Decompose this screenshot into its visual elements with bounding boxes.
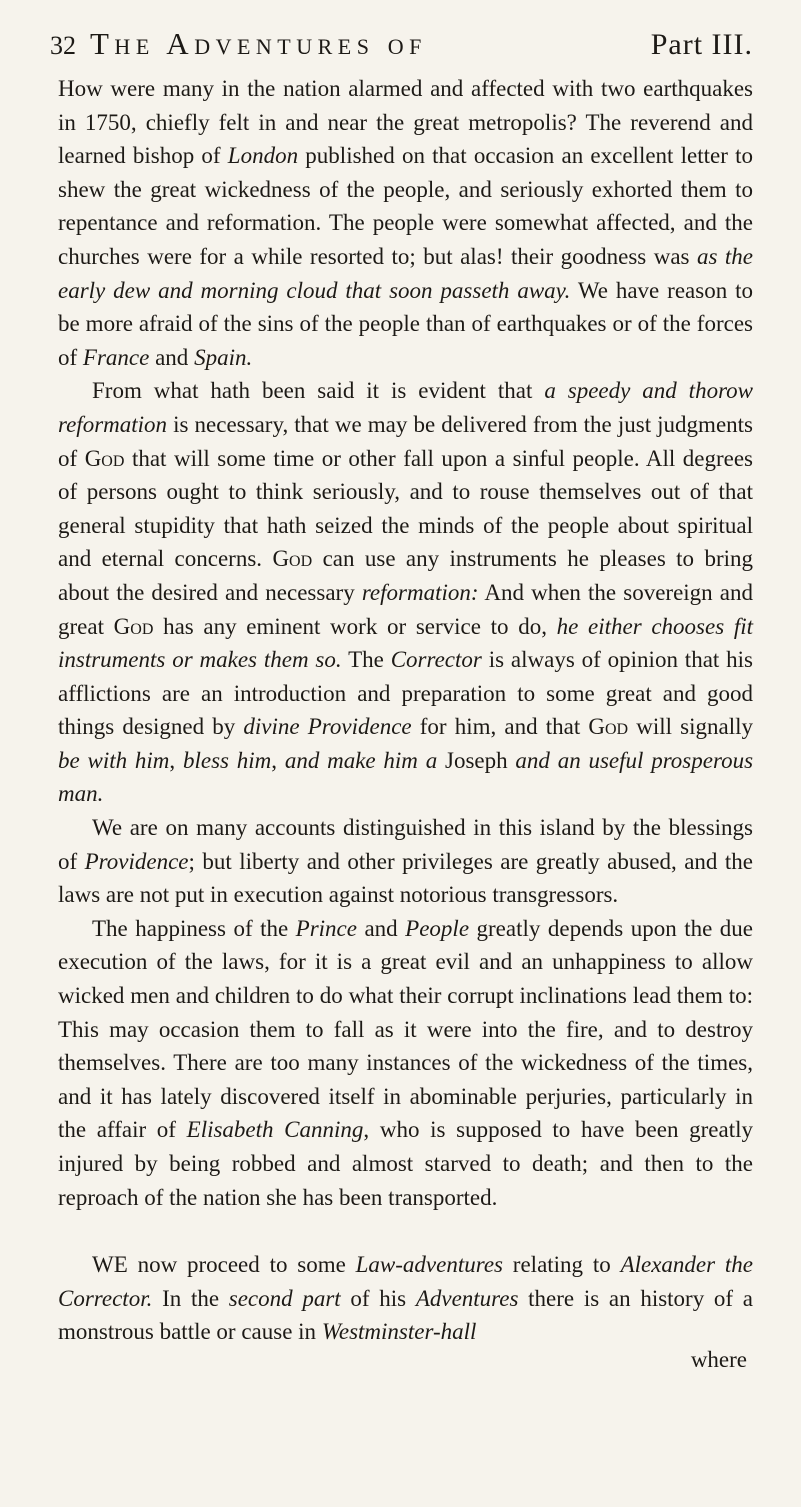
italic-run: he either chooses fit instruments or makes them so.: [58, 613, 753, 673]
text-run: Joseph: [437, 747, 516, 773]
small-caps-run: God: [588, 714, 629, 740]
text-run: will signally: [628, 714, 753, 740]
text-run: can use any instruments he pleases to bring about the desired and necessary: [58, 546, 753, 605]
text-run: has any eminent work or service to do,: [153, 613, 557, 639]
small-caps-run: God: [113, 613, 154, 639]
italic-run: Spain.: [194, 344, 253, 370]
text-run: published on that occasion an excellent letter to shew the great wickedness of the people, and seriously exhorted them to repentance and reformation. The people were somewhat affected, and the churches were for a while resorted to; but alas! their goodness was: [58, 143, 753, 269]
italic-run: divine Providence: [243, 714, 412, 740]
text-run: How were many in the nation alarmed and affected with two earthquakes in 1750, chiefly felt in and near the great metropolis? The reverend and learned bishop of: [58, 76, 753, 169]
text-run: is always of opinion that his afflictions are an introduction and preparation to some great and good things designed by: [58, 647, 754, 740]
text-run: The happiness of the: [92, 915, 296, 941]
italic-run: and make him a: [284, 747, 438, 773]
text-run: of his: [340, 1285, 416, 1311]
text-run: , who is supposed to have been greatly injured by being robbed and almost starved to death; and then to the reproach of the nation she has been transported.: [58, 1117, 753, 1210]
text-run: ,: [271, 747, 285, 773]
text-run: We are on many accounts distinguished in this island by the blessings of: [58, 815, 753, 874]
text-run: relating to: [503, 1252, 621, 1278]
italic-run: a speedy and thorow reformation: [58, 378, 754, 437]
paragraph: [58, 1248, 753, 1349]
italic-run: Corrector: [390, 647, 482, 673]
italic-run: People: [405, 915, 470, 941]
italic-run: bless him: [182, 747, 272, 773]
paragraph: [58, 374, 753, 811]
text-run: The: [341, 647, 391, 673]
text-run: We have reason to be more afraid of the sins of the people than of earthquakes or of the forces of: [58, 277, 753, 370]
text-run: And when the sovereign and great: [58, 579, 753, 639]
small-caps-run: God: [84, 445, 125, 471]
paragraph: [58, 811, 753, 912]
paragraph: [58, 72, 753, 374]
text-run: ,: [169, 747, 183, 773]
running-title: The Adventures of: [90, 26, 427, 61]
paragraph: [58, 912, 753, 1214]
catchword: where: [690, 1346, 747, 1372]
section-gap: [58, 1214, 753, 1248]
page-body: [58, 72, 753, 1375]
italic-run: Alexander the Corrector.: [58, 1252, 754, 1311]
text-run: WE now proceed to some: [92, 1252, 356, 1278]
page-number: 32: [50, 31, 76, 60]
running-header: [50, 26, 753, 72]
italic-run: Providence: [84, 848, 189, 874]
small-caps-run: God: [272, 546, 313, 572]
italic-run: Law-adventures: [355, 1252, 503, 1278]
italic-run: Elisabeth Canning: [186, 1117, 364, 1143]
text-run: is necessary, that we may be delivered from the just judgments of: [58, 411, 753, 471]
text-run: ; but liberty and other privileges are greatly abused, and the laws are not put in execution against notorious transgressors.: [58, 848, 753, 908]
text-run: for him, and that: [411, 714, 589, 740]
part-label: Part III.: [650, 28, 753, 61]
italic-run: as the early dew and morning cloud that soon passeth away.: [58, 243, 753, 303]
italic-run: Westminster-hall: [321, 1319, 477, 1345]
italic-run: and an useful prosperous man.: [58, 747, 754, 807]
text-run: In the: [152, 1285, 229, 1311]
italic-run: London: [227, 143, 299, 169]
text-run: and: [149, 344, 195, 370]
text-run: and: [356, 915, 406, 941]
text-run: From what hath been said it is evident that: [92, 378, 545, 404]
text-run: greatly depends upon the due execution of the laws, for it is a great evil and an unhappiness to allow wicked men and children to do what their corrupt inclinations lead them to: This may occasion them to fall as it were into the fire, and to destroy themselves. There are too many instances of the wickedness of the times, and it has lately discovered itself in abominable perjuries, particularly in the affair of: [58, 915, 753, 1143]
text-run: there is an history of a monstrous battle or cause in: [58, 1285, 753, 1345]
italic-run: France: [82, 344, 150, 370]
italic-run: second part: [228, 1285, 341, 1311]
text-run: that will some time or other fall upon a sinful people. All degrees of persons ought to think seriously, and to rouse themselves out of that general stupidity that hath seized the minds of the people about spiritual and eternal concerns.: [58, 445, 753, 572]
italic-run: Adventures: [415, 1285, 519, 1311]
italic-run: reformation:: [361, 579, 479, 605]
italic-run: Prince: [295, 915, 357, 941]
italic-run: be with him: [58, 747, 170, 773]
